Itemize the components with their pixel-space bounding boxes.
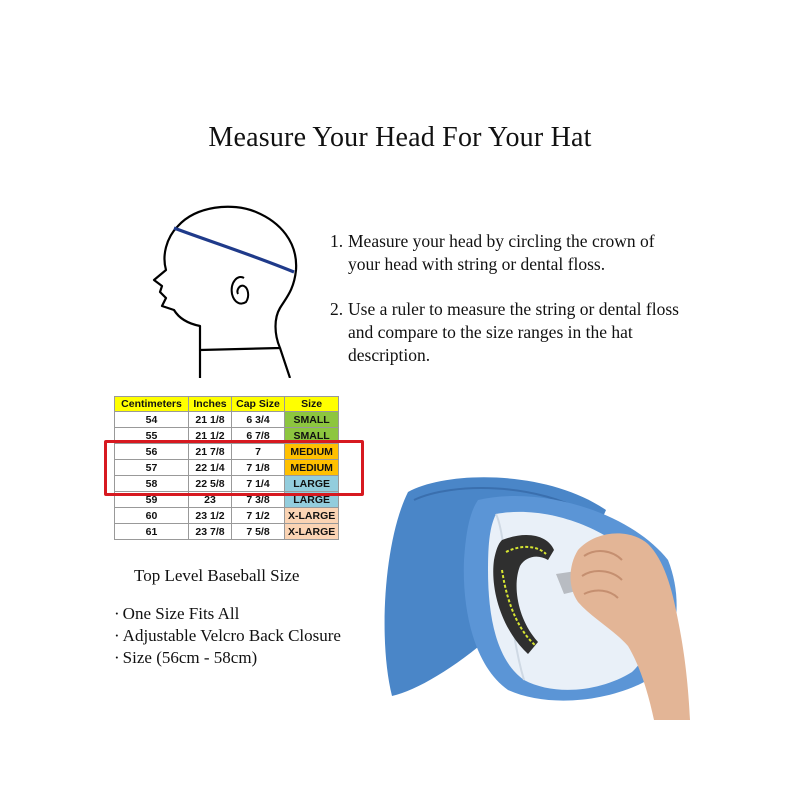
cell-cap: 7 xyxy=(232,444,285,460)
cell-inches: 23 1/2 xyxy=(189,508,232,524)
table-row xyxy=(115,508,339,524)
feature-item: · One Size Fits All xyxy=(114,603,341,625)
cell-cap: 6 7/8 xyxy=(232,428,285,444)
feature-item: · Adjustable Velcro Back Closure xyxy=(114,625,341,647)
cell-inches: 22 1/4 xyxy=(189,460,232,476)
step-text: Measure your head by circling the crown of your head with string or dental floss. xyxy=(348,231,655,274)
instruction-step-2 xyxy=(330,298,690,367)
head-profile-icon xyxy=(140,198,310,378)
baseball-size-label: Top Level Baseball Size xyxy=(134,566,300,585)
cell-size: X-LARGE xyxy=(285,508,339,524)
cell-size: SMALL xyxy=(285,428,339,444)
page-title: Measure Your Head For Your Hat xyxy=(208,122,592,153)
cell-cap: 7 1/4 xyxy=(232,476,285,492)
cell-size: LARGE xyxy=(285,476,339,492)
cap-sizing-tool-photo xyxy=(378,470,690,720)
cell-size: LARGE xyxy=(285,492,339,508)
cell-cap: 7 1/2 xyxy=(232,508,285,524)
cell-inches: 21 1/8 xyxy=(189,412,232,428)
feature-item: · Size (56cm - 58cm) xyxy=(114,647,341,669)
feature-list xyxy=(114,603,341,669)
cell-cm: 55 xyxy=(115,428,189,444)
cell-cm: 57 xyxy=(115,460,189,476)
header-inches: Inches xyxy=(189,397,232,412)
cell-cm: 59 xyxy=(115,492,189,508)
cell-cm: 54 xyxy=(115,412,189,428)
cell-cap: 6 3/4 xyxy=(232,412,285,428)
cell-inches: 22 5/8 xyxy=(189,476,232,492)
step-text: Use a ruler to measure the string or dental floss and compare to the size ranges in the hat description. xyxy=(348,299,679,365)
header-cap-size: Cap Size xyxy=(232,397,285,412)
cell-cm: 56 xyxy=(115,444,189,460)
cell-inches: 21 1/2 xyxy=(189,428,232,444)
cell-size: X-LARGE xyxy=(285,524,339,540)
instructions xyxy=(330,230,690,389)
cell-cm: 61 xyxy=(115,524,189,540)
cell-inches: 23 7/8 xyxy=(189,524,232,540)
table-row xyxy=(115,524,339,540)
header-centimeters: Centimeters xyxy=(115,397,189,412)
cell-cap: 7 3/8 xyxy=(232,492,285,508)
cell-cap: 7 5/8 xyxy=(232,524,285,540)
recommended-size-highlight xyxy=(104,440,364,496)
instruction-step-1 xyxy=(330,230,690,276)
cell-cm: 58 xyxy=(115,476,189,492)
table-header-row xyxy=(115,397,339,412)
step-number: 2. xyxy=(330,299,344,319)
cell-inches: 21 7/8 xyxy=(189,444,232,460)
step-number: 1. xyxy=(330,231,344,251)
table-row xyxy=(115,412,339,428)
cell-cm: 60 xyxy=(115,508,189,524)
cell-size: MEDIUM xyxy=(285,444,339,460)
cell-cap: 7 1/8 xyxy=(232,460,285,476)
header-size: Size xyxy=(285,397,339,412)
cell-size: MEDIUM xyxy=(285,460,339,476)
cell-inches: 23 xyxy=(189,492,232,508)
cell-size: SMALL xyxy=(285,412,339,428)
